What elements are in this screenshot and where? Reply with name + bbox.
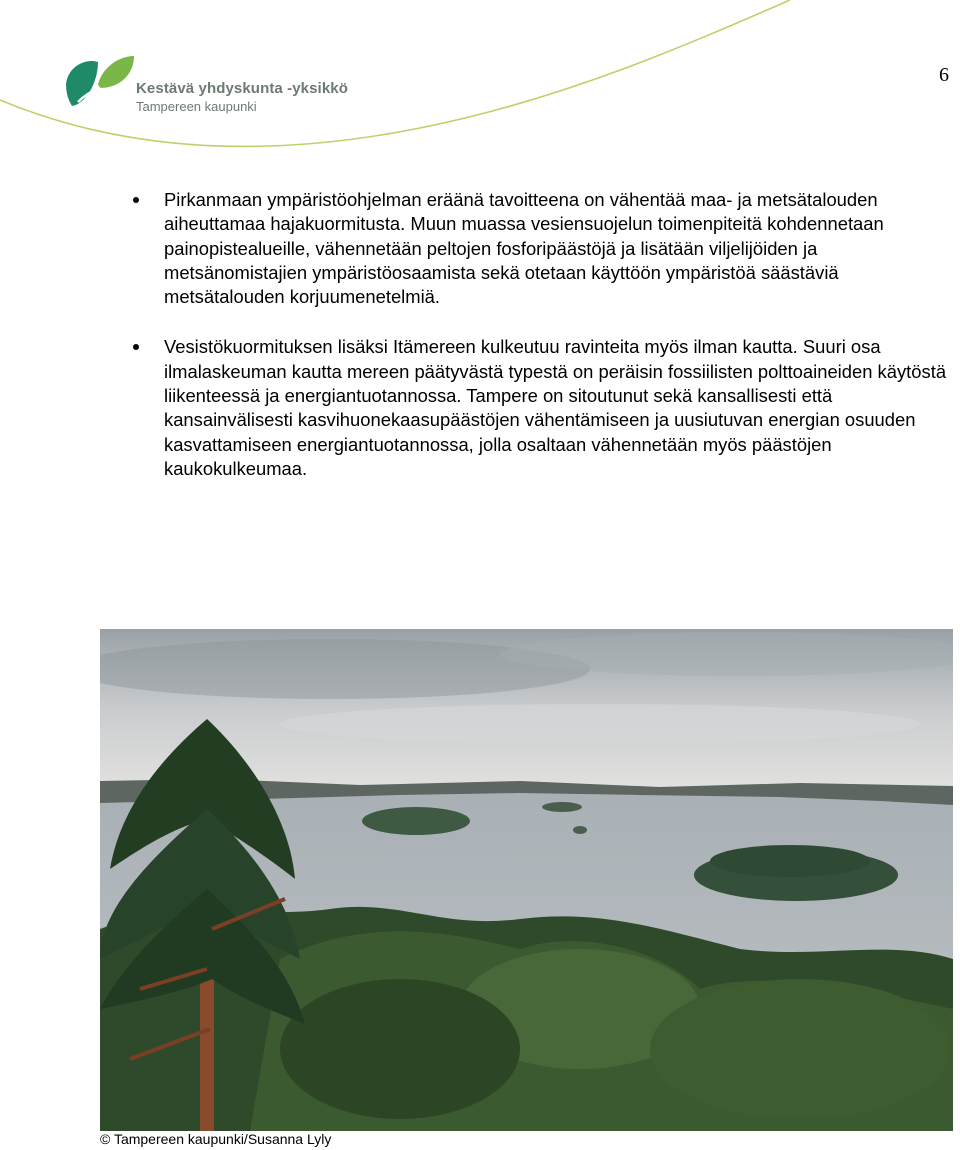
- bullet-item: [0, 188, 960, 309]
- org-name: Kestävä yhdyskunta -yksikkö: [136, 80, 348, 97]
- org-subtitle: Tampereen kaupunki: [136, 99, 257, 114]
- lake-photo-illustration: [100, 629, 953, 1131]
- photo-caption: © Tampereen kaupunki/Susanna Lyly: [100, 1131, 332, 1147]
- bullet-icon: [133, 344, 139, 350]
- leaf-logo-icon: [64, 54, 138, 114]
- lake-photo: [100, 629, 953, 1131]
- page-number: 6: [939, 64, 949, 86]
- bullet-text: Vesistökuormituksen lisäksi Itämereen kulkeutuu ravinteita myös ilman kautta. Suuri osa ilmalaskeuman kautta mereen päätyvästä typestä on peräisin fossiilisten polttoaineiden käytöstä liikenteessä ja energiantuotannossa. Tampere on sitoutunut sekä kansallisesti että kansainvälisesti kasvihuonekaasupäästöjen vähentämiseen ja uusiutuvan energian osuuden kasvattamiseen energiantuotannossa, jolla osaltaan vähennetään myös päästöjen kaukokulkeumaa.: [164, 336, 947, 479]
- bullet-item: [0, 335, 960, 481]
- bullet-text: Pirkanmaan ympäristöohjelman eräänä tavoitteena on vähentää maa- ja metsätalouden aiheuttamaa hajakuormitusta. Muun muassa vesiensuojelun toimenpiteitä kohdennetaan painopistealueille, vähennetään peltojen fosforipäästöjä ja lisätään viljelijöiden ja metsänomistajien ympäristöosaamista sekä otetaan käyttöön ympäristöä säästäviä metsätalouden korjuumenetelmiä.: [164, 189, 884, 308]
- bullet-icon: [133, 197, 139, 203]
- bullet-list: [0, 188, 960, 507]
